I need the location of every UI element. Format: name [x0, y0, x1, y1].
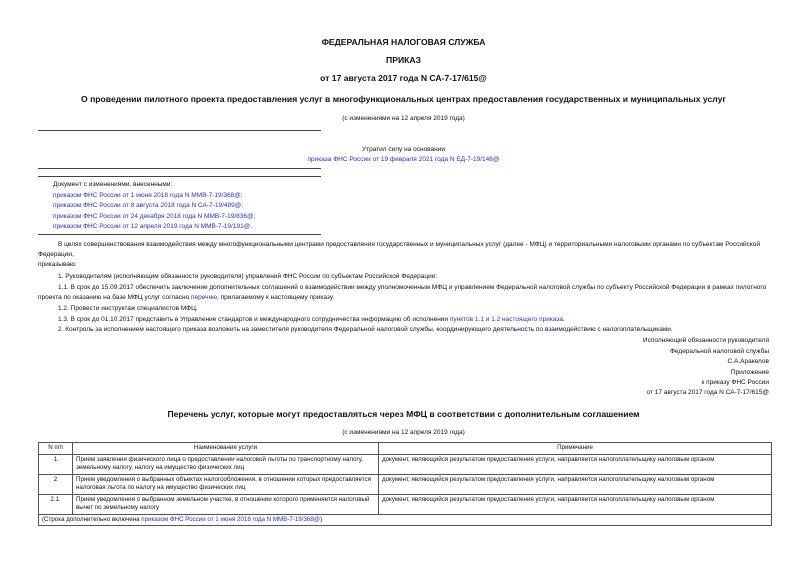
- doc-title: О проведении пилотного проекта предоставления услуг в многофункциональных центрах предоставления государственных и муниципальных услуг: [81, 94, 726, 104]
- amendment-link[interactable]: приказом ФНС России от 8 августа 2018 года N СА-7-19/489@;: [53, 202, 244, 209]
- service-note: документ, являющийся результатом предоставления услуги, направляется налогоплательщику налоговым органом: [379, 494, 772, 514]
- amendments-intro: Документ с изменениями, внесенными:: [53, 181, 173, 188]
- column-header: Примечание: [379, 443, 772, 455]
- services-table: [38, 442, 772, 526]
- row-number: 2: [39, 474, 73, 494]
- table-row: [39, 454, 772, 474]
- column-header: Наименование услуги: [73, 443, 379, 455]
- inclusion-order-link[interactable]: приказом ФНС России от 1 июня 2018 года N ММВ-7-19/368@: [141, 515, 321, 523]
- signature-agency: Федеральной налоговой службы: [669, 348, 769, 355]
- table-header-row: [39, 443, 772, 455]
- doc-date-number: от 17 августа 2017 года N СА-7-17/615@: [320, 73, 487, 83]
- service-name: Прием уведомления о выбранном земельном участке, в отношении которого применяется налоговый вычет по земельному налогу: [73, 494, 379, 514]
- signature-title: Исполняющий обязанности руководителя: [642, 337, 769, 344]
- signatory-name: С.А.Аракелов: [727, 358, 769, 365]
- service-name: Прием заявления физического лица о предоставлении налоговой льготы по транспортному налогу, земельному налогу, налогу на имущество физических лиц: [73, 454, 379, 474]
- amendment-note: (с изменениями на 12 апреля 2019 года): [342, 115, 465, 122]
- table-row: [39, 494, 772, 514]
- agency-name: ФЕДЕРАЛЬНАЯ НАЛОГОВАЯ СЛУЖБА: [321, 37, 486, 47]
- list-link[interactable]: перечню: [191, 293, 218, 301]
- divider: [38, 168, 321, 169]
- invalid-notice: Утратил силу на основании: [361, 146, 446, 153]
- table-footnote-row: [39, 514, 772, 526]
- clause-1-2: 1.2. Провести инструктаж специалистов МФЦ.: [58, 305, 198, 312]
- amendment-link[interactable]: приказом ФНС России от 12 апреля 2019 года N ММВ-7-19/191@.: [53, 223, 253, 230]
- column-header: N п/п: [39, 443, 73, 455]
- row-number: 1: [39, 454, 73, 474]
- row-inclusion-note: (Строка дополнительно включена приказом ФНС России от 1 июня 2018 года N ММВ-7-19/368@): [39, 514, 772, 526]
- service-note: документ, являющийся результатом предоставления услуги, направляется налогоплательщику налоговым органом: [379, 474, 772, 494]
- divider: [38, 234, 321, 235]
- clause-1-3: 1.3. В срок до 01.10.2017 представить в Управление стандартов и международного сотрудничества информацию об исполнении пунктов 1.1 и 1.2 настоящего приказа.: [58, 316, 565, 323]
- divider: [38, 176, 321, 177]
- appendix-label: Приложение: [730, 369, 769, 376]
- appendix-order-ref: к приказу ФНС России: [701, 379, 769, 386]
- order-word: приказываю:: [38, 261, 77, 268]
- appendix-title: Перечень услуг, которые могут предоставляться через МФЦ в соответствии с дополнительным соглашением: [167, 409, 640, 419]
- clause-1: 1. Руководителям (исполняющим обязанности руководителя) управлений ФНС России по субъектам Российской Федерации:: [58, 273, 438, 280]
- preamble: В целях совершенствования взаимодействия между многофункциональными центрами предоставления государственных и муниципальных услуг (далее - МФЦ) и территориальными налоговыми органами по субъектам Российской Федерации,: [38, 241, 761, 258]
- clauses-link[interactable]: пунктов 1.1 и 1.2 настоящего приказа: [449, 316, 563, 323]
- service-note: документ, являющийся результатом предоставления услуги, направляется налогоплательщику налоговым органом: [379, 454, 772, 474]
- invalid-basis-link[interactable]: приказа ФНС России от 19 февраля 2021 года N ЕД-7-19/146@: [307, 156, 500, 163]
- service-name: Прием уведомления о выбранных объектах налогообложения, в отношении которых предоставляется налоговая льгота по налогу на имущество физических лиц: [73, 474, 379, 494]
- appendix-date-number: от 17 августа 2017 года N СА-7-17/615@: [646, 389, 769, 396]
- divider: [38, 130, 321, 131]
- amendment-link[interactable]: приказом ФНС России от 24 декабря 2018 года N ММВ-7-19/836@;: [53, 213, 256, 220]
- row-number: 2.1.: [39, 494, 73, 514]
- appendix-amendment-note: (с изменениями на 12 апреля 2019 года): [342, 429, 465, 436]
- doc-type: ПРИКАЗ: [386, 55, 421, 65]
- clause-2: 2. Контроль за исполнением настоящего приказа возложить на заместителя руководителя Федеральной налоговой службы, координирующего деятельность по взаимодействию с налогоплательщиками.: [58, 326, 673, 333]
- clause-1-1: 1.1. В срок до 15.09.2017 обеспечить заключение дополнительных соглашений о взаимодействии между уполномоченным МФЦ и управлением Федеральной налоговой службы по субъекту Российской Федерации в рамках пилотного проекта по оказанию на базе МФЦ услуг согласно перечню, прилагаемому к настоящему приказу.: [38, 284, 767, 301]
- table-row: [39, 474, 772, 494]
- amendment-link[interactable]: приказом ФНС России от 1 июня 2018 года N ММВ-7-19/368@;: [53, 192, 243, 199]
